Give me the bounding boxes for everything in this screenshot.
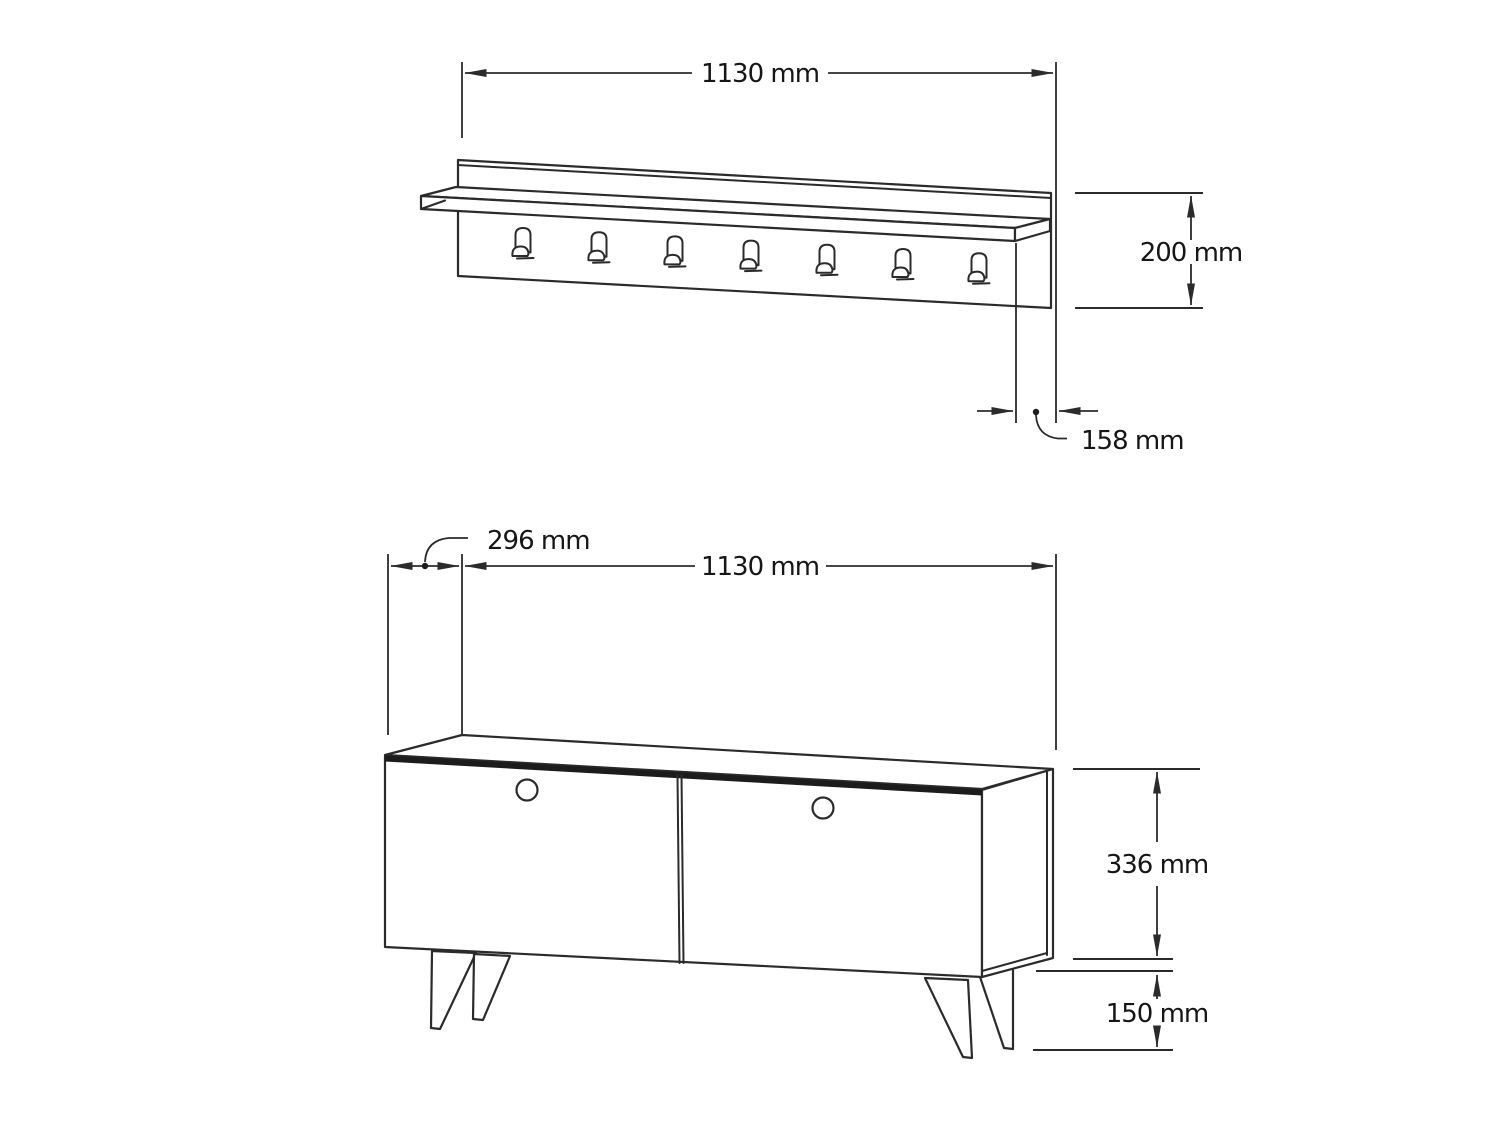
coat-rack-width-label: 1130 mm: [700, 59, 820, 89]
leg-rear-left: [473, 954, 510, 1020]
tv-stand-leg-height-dimension: [1033, 975, 1208, 1050]
leg-front-right: [925, 978, 972, 1058]
coat-hook-tip: [816, 263, 832, 273]
leader-line: [1036, 415, 1067, 439]
coat-rack-height-label: 200 mm: [1139, 238, 1243, 268]
coat-hook-shadow: [745, 271, 762, 272]
coat-hook-shadow: [973, 283, 990, 284]
tv-stand-depth-label: 296 mm: [487, 526, 590, 556]
leader-dot: [1033, 409, 1039, 415]
tv-stand-width-dimension: [465, 552, 1056, 750]
coat-hook-shadow: [593, 262, 610, 263]
coat-hook-tip: [968, 272, 984, 282]
coat-hook-shadow: [669, 266, 686, 267]
tv-stand-view: [385, 526, 1208, 1058]
coat-rack-depth-label: 158 mm: [1081, 426, 1184, 456]
coat-hook-tip: [892, 267, 908, 277]
leg-rear-right: [977, 966, 1013, 1049]
tv-stand-body: [385, 735, 1053, 977]
tv-stand-width-label: 1130 mm: [700, 552, 820, 582]
coat-hook-shadow: [897, 279, 914, 280]
coat-hook-tip: [740, 259, 756, 269]
coat-rack-height-dimension: [1075, 193, 1242, 308]
coat-hook-tip: [664, 255, 680, 265]
leg-front-left: [431, 951, 476, 1029]
coat-rack-view: [421, 59, 1242, 456]
tv-stand-leg-height-label: 150 mm: [1105, 999, 1209, 1029]
cabinet-right-side: [982, 769, 1053, 977]
coat-hook-tip: [512, 246, 528, 256]
coat-hook-shadow: [821, 275, 838, 276]
left-door-knob: [517, 780, 538, 801]
tv-stand-body-height-label: 336 mm: [1105, 850, 1209, 880]
coat-hook-shadow: [517, 258, 534, 259]
tv-stand-depth-dimension: [388, 526, 590, 737]
coat-hook-tip: [588, 251, 604, 261]
tv-stand-body-height-dimension: [1036, 769, 1208, 971]
leader-dot: [422, 563, 428, 569]
right-door-knob: [813, 798, 834, 819]
